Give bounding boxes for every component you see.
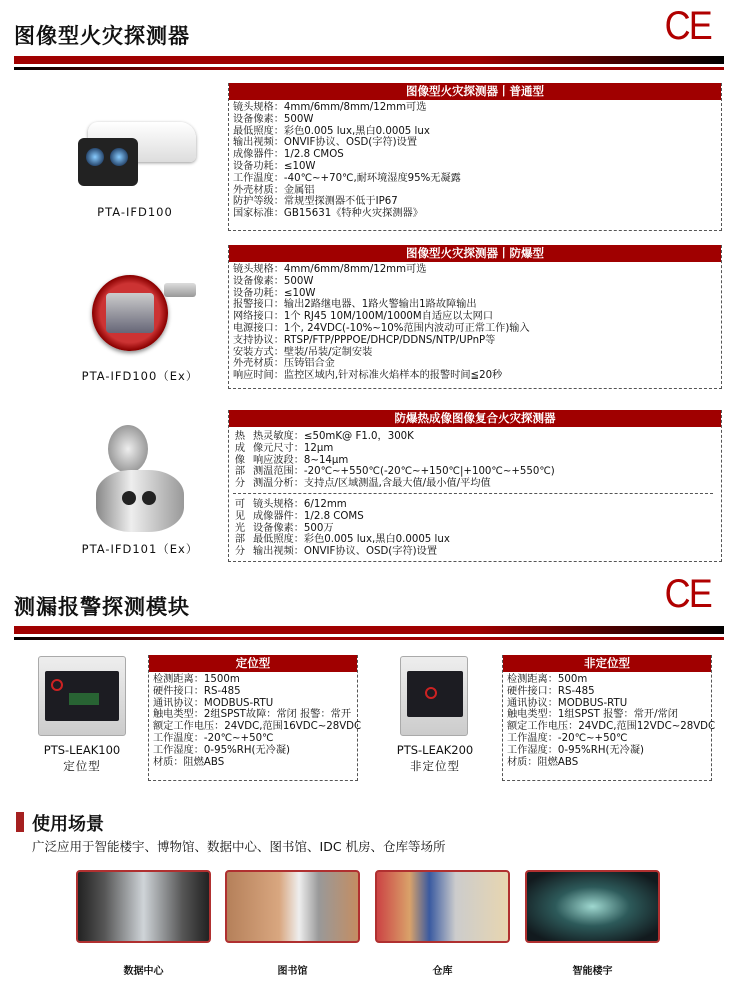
ce-mark-icon: CE [664,572,711,616]
spec-line: 镜头规格：4mm/6mm/8mm/12mm可选 [233,264,427,275]
spec-box-header: 非定位型 [503,655,711,672]
label-char: 热 [234,431,246,442]
label-char: 分 [234,546,246,558]
scene-image-smart-building [525,870,660,943]
spec-line: 响应波段：8~14μm [253,454,349,466]
explosion-proof-camera-image [92,275,198,355]
label-char: 部 [234,466,246,478]
spec-line: 镜头规格：4mm/6mm/8mm/12mm可选 [233,102,427,113]
spec-line: 触电类型：1组SPST 报警：常开/常闭 [507,709,678,721]
spec-line: 通讯协议：MODBUS-RTU [507,697,628,709]
product-model-label: PTA-IFD100 [97,205,173,219]
spec-line: 硬件接口：RS-485 [153,685,241,697]
scene-caption: 智能楼宇 [572,966,613,977]
section-marker [16,812,24,832]
spec-line: 防护等级：常规型探测器不低于IP67 [233,196,398,208]
spec-line: 材质：阻燃ABS [153,756,225,768]
spec-line: 材质：阻燃ABS [507,756,579,768]
thermal-section-label [233,429,247,490]
spec-box-non-positioning [502,655,716,781]
label-char: 光 [234,522,246,534]
divider-line [14,67,724,70]
label-char: 可 [234,498,246,510]
label-char: 像 [234,454,246,466]
divider-bar [14,626,724,634]
scene-caption: 仓库 [432,966,453,977]
spec-line: 输出视频：ONVIF协议、OSD(字符)设置 [233,137,418,149]
scene-caption: 图书馆 [277,966,308,977]
spec-line: 硬件接口：RS-485 [507,685,595,697]
spec-box-standard [228,83,722,231]
leak-type-label: 非定位型 [410,759,460,773]
spec-line: 网络接口：1个 RJ45 10M/100M/1000M自适应以太网口 [233,311,494,323]
leak-module-100-image [38,656,126,736]
spec-line: 测温分析：支持点/区域测温,含最大值/最小值/平均值 [253,478,491,490]
spec-line: 设备像素：500万 [253,522,334,534]
label-char: 部 [234,534,246,546]
thermal-composite-camera-image [96,425,186,535]
spec-line: 外壳材质：金属铝 [233,184,315,196]
section-title-image-fire-detector: 图像型火灾探测器 [14,24,190,48]
spec-line: 像元尺寸：12μm [253,442,334,454]
spec-line: 热灵敏度：≤50mK@ F1.0，300K [253,431,414,442]
spec-line: 工作湿度：0-95%RH(无冷凝) [153,744,290,756]
spec-line: 工作温度：-20℃~+50℃ [507,732,628,744]
label-char: 分 [234,478,246,490]
spec-box-header: 定位型 [149,655,357,672]
spec-line: 检测距离：500m [507,674,588,685]
spec-box-header: 图像型火灾探测器丨普通型 [229,83,721,100]
spec-line: 最低照度：彩色0.005 lux,黑白0.0005 lux [253,534,450,546]
spec-line: 输出视频：ONVIF协议、OSD(字符)设置 [253,546,438,558]
spec-line: 工作湿度：0-95%RH(无冷凝) [507,744,644,756]
label-char: 见 [234,510,246,522]
leak-module-200-image [400,656,468,736]
spec-box-explosion-proof [228,245,722,389]
product-model-label: PTA-IFD101（Ex） [81,542,199,556]
spec-line: 设备像素：500W [233,113,314,125]
spec-line: 通讯协议：MODBUS-RTU [153,697,274,709]
leak-type-label: 定位型 [63,759,101,773]
spec-line: 测温范围：-20℃~+550℃(-20℃~+150℃|+100℃~+550℃) [253,466,555,478]
spec-line: 镜头规格：6/12mm [253,498,347,510]
spec-line: 触电类型：2组SPST故障：常闭 报警：常开 [153,709,352,721]
spec-line: 最低照度：彩色0.005 lux,黑白0.0005 lux [233,125,430,137]
spec-box-positioning [148,655,362,781]
spec-line: 工作温度：-40℃~+70℃,耐环境湿度95%无凝露 [233,172,461,184]
visible-light-section-label [233,497,247,558]
spec-line: 成像器件：1/2.8 CMOS [233,149,344,161]
spec-line: 支持协议：RTSP/FTP/PPPOE/DHCP/DDNS/NTP/UPnP等 [233,334,496,346]
scene-image-warehouse [375,870,510,943]
label-char: 成 [234,442,246,454]
spec-line: 设备功耗：≤10W [233,287,316,299]
spec-box-header: 图像型火灾探测器丨防爆型 [229,245,721,262]
divider-line [14,637,724,640]
spec-line: 额定工作电压：24VDC,范围12VDC~28VDC [507,721,716,733]
leak-model-label: PTS-LEAK100 [43,743,121,757]
scene-image-library [225,870,360,943]
spec-line: 国家标准：GB15631《特种火灾探测器》 [233,208,423,220]
leak-model-label: PTS-LEAK200 [396,743,474,757]
spec-line: 成像器件：1/2.8 COMS [253,510,364,522]
spec-line: 电源接口：1个, 24VDC(-10%~10%范围内波动可正常工作)输入 [233,322,530,334]
spec-line: 检测距离：1500m [153,674,240,685]
spec-line: 工作温度：-20℃~+50℃ [153,732,274,744]
spec-line: 外壳材质：压铸铝合金 [233,358,335,370]
scene-caption: 数据中心 [123,966,164,977]
spec-line: 额定工作电压：24VDC,范围16VDC~28VDC [153,721,362,733]
usage-description: 广泛应用于智能楼宇、博物馆、数据中心、图书馆、IDC 机房、仓库等场所 [32,839,446,854]
spec-line: 响应时间：监控区域内,针对标准火焰样本的报警时间≦20秒 [233,370,503,382]
spec-line: 安装方式：壁装/吊装/定制安装 [233,346,373,358]
section-title-leak-module: 测漏报警探测模块 [14,595,190,619]
spec-box-header: 防爆热成像图像复合火灾探测器 [229,410,721,427]
divider-bar [14,56,724,64]
scene-image-data-center [76,870,211,943]
product-model-label: PTA-IFD100（Ex） [81,369,199,383]
spec-line: 设备像素：500W [233,275,314,287]
usage-title: 使用场景 [32,814,104,835]
spec-line: 设备功耗：≤10W [233,160,316,172]
spec-line: 报警接口：输出2路继电器、1路火警输出1路故障输出 [233,299,477,311]
section-divider [233,493,713,494]
bullet-camera-image [78,118,196,190]
spec-box-thermal-composite [228,410,722,562]
ce-mark-icon: CE [664,4,711,48]
